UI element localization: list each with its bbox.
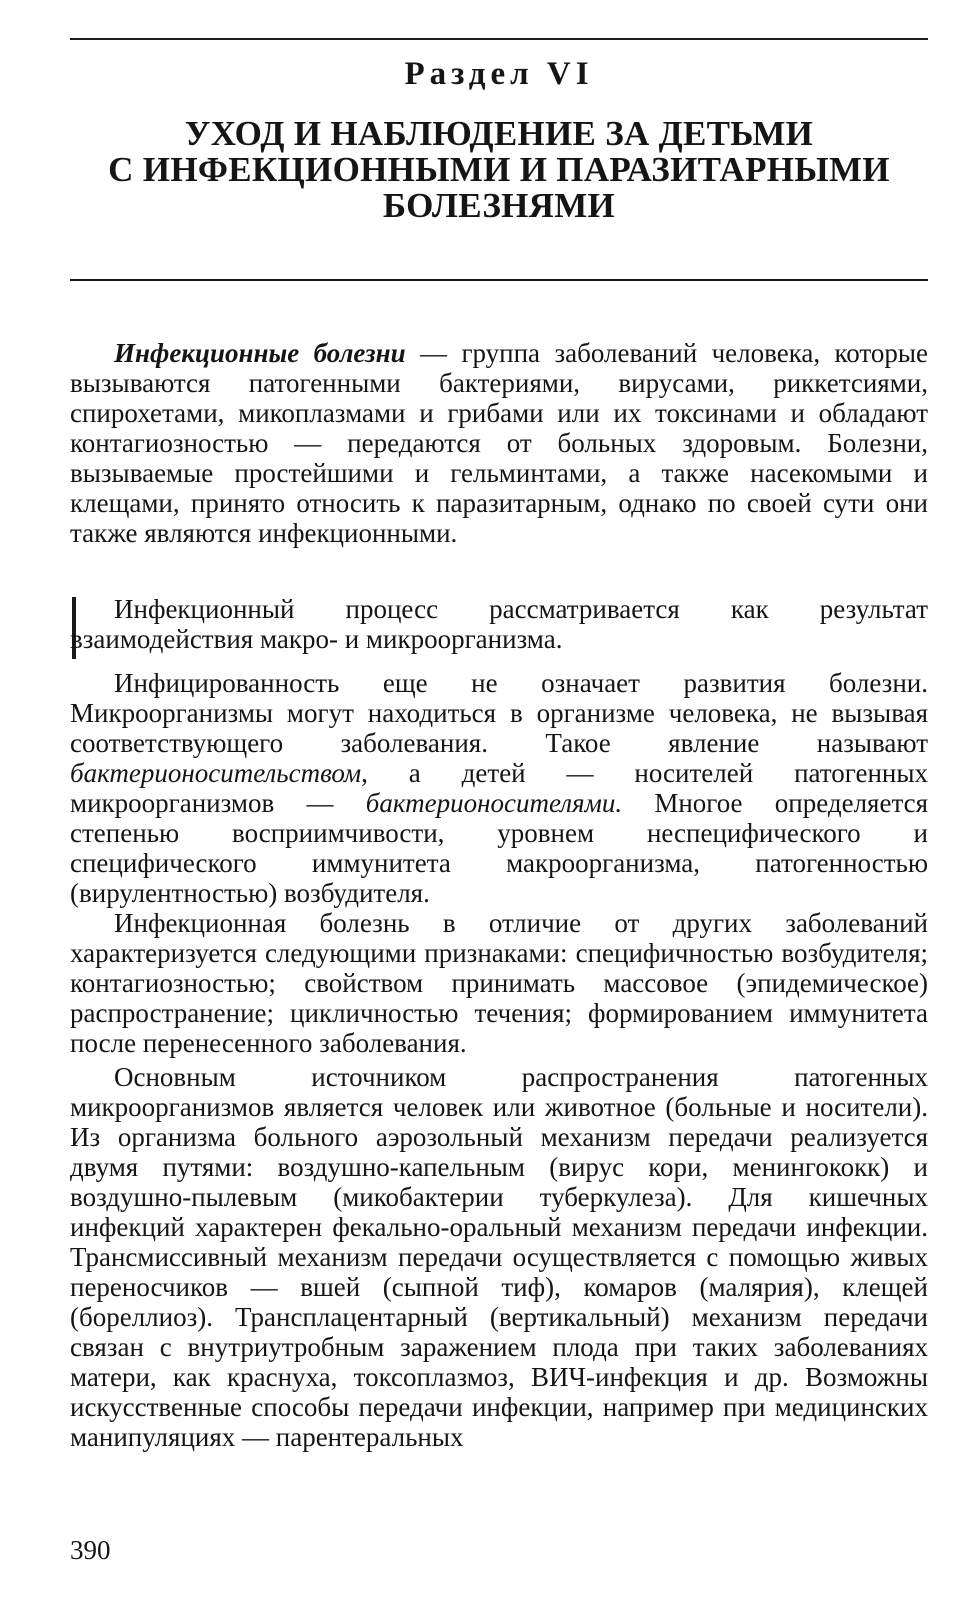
paragraph-5: Основным источником распространения патогенных микроорганизмов является человек или животное (больные и носители). Из организма больного аэрозольный механизм передачи реализуется двумя путями: воздушно-капельным (вирус кори, менингококк) и воздушно-пылевым (микобактерии туберкулеза). Для кишечных инфекций характерен фекально-оральный механизм передачи инфекции. Трансмиссивный механизм передачи осуществляется с помощью живых переносчиков — вшей (сыпной тиф), комаров (малярия), клещей (бореллиоз). Трансплацентарный (вертикальный) механизм передачи связан с внутриутробным заражением плода при таких заболеваниях матери, как краснуха, токсоплазмоз, ВИЧ-инфекция и др. Возможны искусственные способы передачи инфекции, например при медицинских манипуляциях — парентеральных: [70, 1062, 928, 1452]
section-title-line-2: С ИНФЕКЦИОННЫМИ И ПАРАЗИТАРНЫМИ: [108, 150, 890, 189]
paragraph-1-text: — группа заболеваний человека, которые вызываются патогенными бактериями, вирусами, риккетсиями, спирохетами, микоплазмами и грибами или их токсинами и обладают контагиозностью — передаются от больных здоровым. Болезни, вызываемые простейшими и гельминтами, а также насекомыми и клещами, принято относить к паразитарным, однако по своей сути они также являются инфекционными.: [70, 338, 929, 548]
term-carriers: бактерионосителями.: [365, 788, 623, 818]
term-carrier-state: бактерионосительством: [70, 758, 362, 788]
paragraph-3-text-b: , а детей — носителей патогенных микроорганизмов —: [70, 758, 928, 818]
section-title-line-1: УХОД И НАБЛЮДЕНИЕ ЗА ДЕТЬМИ: [184, 114, 814, 153]
page-number: 390: [70, 1535, 111, 1565]
paragraph-4: Инфекционная болезнь в отличие от других заболеваний характеризуется следующими признаками: специфичностью возбудителя; контагиозностью; свойством принимать массовое (эпидемическое) распространение; цикличностью течения; формированием иммунитета после перенесенного заболевания.: [70, 908, 928, 1058]
section-title: [70, 116, 928, 224]
paragraph-3-text-c: Многое определяется степенью восприимчивости, уровнем неспецифического и специфического иммунитета макроорганизма, патогенностью (вирулентностью) возбудителя.: [70, 788, 928, 908]
bottom-rule: [70, 279, 928, 281]
paragraph-definition: [70, 338, 928, 548]
section-label: Раздел VI: [404, 56, 594, 92]
paragraphs-main: [70, 668, 928, 1452]
term-infectious-diseases: Инфекционные болезни: [114, 338, 406, 368]
paragraph-3: [70, 668, 928, 908]
top-rule: [70, 38, 928, 40]
paragraph-highlighted: [70, 594, 928, 654]
paragraph-3-text-a: Инфицированность еще не означает развития болезни. Микроорганизмы могут находиться в организме человека, не вызывая соответствующего заболевания. Такое явление называют: [70, 668, 928, 758]
section-title-line-3: БОЛЕЗНЯМИ: [382, 186, 616, 225]
paragraph-2-text: Инфекционный процесс рассматривается как результат взаимодействия макро- и микроорганизма.: [70, 594, 928, 654]
